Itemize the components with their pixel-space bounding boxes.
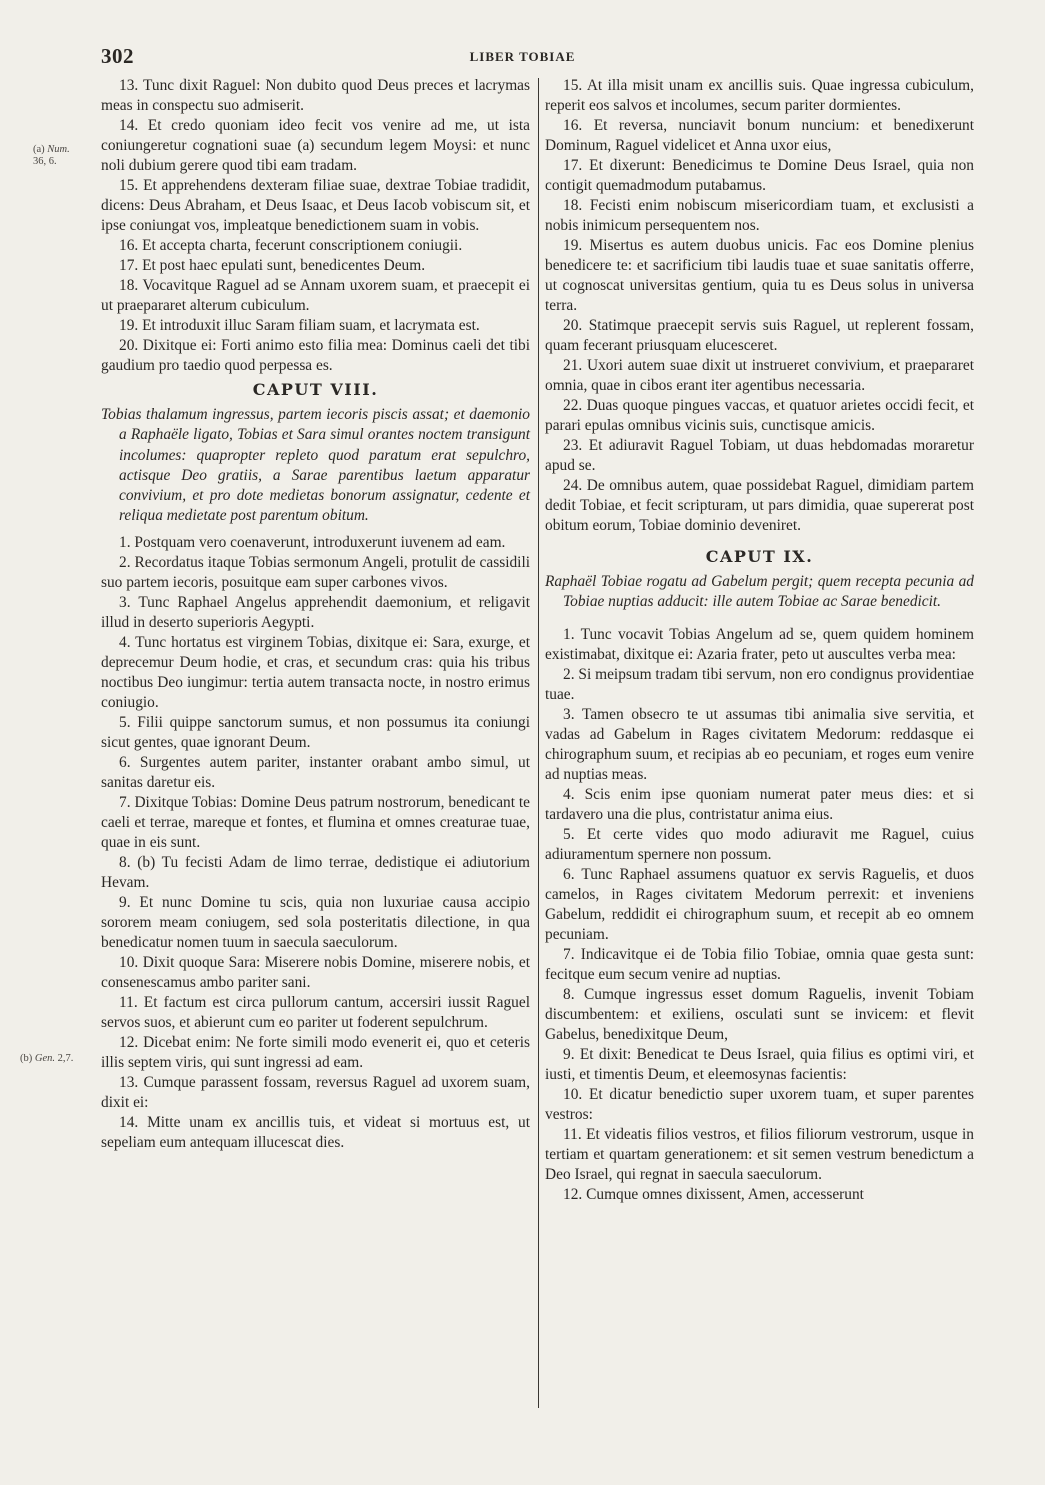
note-cite: 36, 6. (33, 156, 57, 167)
verse (545, 116, 974, 156)
verse-number: 7. (563, 945, 575, 963)
verse-number: 10. (119, 953, 139, 971)
verse-number: 2. (563, 665, 575, 683)
left-column (101, 76, 530, 1153)
verse-number: 6. (563, 865, 575, 883)
verses-ix (545, 625, 974, 1205)
verse (545, 436, 974, 476)
verse-number: 4. (119, 633, 131, 651)
verse-text: Et accepta charta, fecerunt conscriptionem coniugii. (142, 237, 463, 254)
verse-text: Et adiuravit Raguel Tobiam, ut duas hebdomadas moraretur apud se. (545, 437, 974, 474)
verse-number: 12. (119, 1033, 139, 1051)
verse-number: 12. (563, 1185, 583, 1203)
verse (101, 713, 530, 753)
verse-number: 24. (563, 477, 583, 494)
verse-text: Cumque omnes dixissent, Amen, accesserunt (586, 1185, 864, 1203)
verses-viii-left (101, 533, 530, 1153)
note-book: Num. (47, 144, 70, 155)
verse-number: 9. (563, 1045, 575, 1063)
verse (545, 196, 974, 236)
verse-number: 19. (119, 317, 139, 334)
verse (101, 953, 530, 993)
verse-number: 18. (563, 197, 583, 214)
verse (545, 985, 974, 1045)
note-ref: (b) (20, 1053, 33, 1064)
verse (545, 945, 974, 985)
verse-text: Et videatis filios vestros, et filios filiorum vestrorum, usque in tertiam et quartam generationem: et sit semen vestrum benedictum a Deo Israel, qui regnat in saecula saeculorum. (545, 1125, 974, 1183)
verse-text: Et credo quoniam ideo fecit vos venire ad me, ut ista coniungeretur cognationi suae (a) secundum legem Moysi: et nunc noli dubium gerere quod tibi eam tradam. (101, 117, 530, 174)
verse (101, 633, 530, 713)
verse-text: Et dicatur benedictio super uxorem tuam, et super parentes vestros: (545, 1085, 974, 1123)
verse (101, 1113, 530, 1153)
verse-number: 21. (563, 357, 583, 374)
verse (545, 865, 974, 945)
verse-text: (b) Tu fecisti Adam de limo terrae, dedistique ei adiutorium Hevam. (101, 853, 530, 891)
verse-number: 19. (563, 237, 583, 254)
verse (545, 705, 974, 785)
verse-number: 15. (119, 177, 139, 194)
verse-text: Vocavitque Raguel ad se Annam uxorem suam, et praecepit ei ut praepararet alterum cubiculum. (101, 277, 530, 314)
verse-number: 2. (119, 553, 131, 571)
verse-text: Statimque praecepit servis suis Raguel, ut replerent fossam, quam fecerant priusquam elucesceret. (545, 317, 974, 354)
verse-text: Et post haec epulati sunt, benedicentes Deum. (142, 257, 426, 274)
verse (101, 336, 530, 376)
column-divider (538, 78, 539, 1408)
verse (101, 1033, 530, 1073)
verse-text: Dixitque ei: Forti animo esto filia mea: Dominus caeli det tibi gaudium pro taedio quod perpessa es. (101, 337, 530, 374)
verse-text: Dicebat enim: Ne forte simili modo evenerit ei, quo et ceteris illis septem viris, qui sunt ingressi ad eam. (101, 1033, 530, 1071)
caput-viii-summary: Tobias thalamum ingressus, partem iecoris piscis assat; et daemonio a Raphaële ligato, Tobias et Sara simul orantes noctem transigunt incolumes: quapropter repleto quod paratum erat sepulchro, actisque Deo gratiis, a Sarae parentibus laetum apparatur convivium, et pro dote medietas bonorum assignatur, cedente et reliqua medietate post parentum obitum. (101, 406, 530, 525)
verse-text: Et reversa, nunciavit bonum nuncium: et benedixerunt Dominum, Raguel videlicet et Anna uxor eius, (545, 117, 974, 154)
verse-text: Tunc hortatus est virginem Tobias, dixitque ei: Sara, exurge, et deprecemur Deum hodie, et cras, et secundum cras: quia his tribus noctibus Deo iungimur: tertia autem transacta nocte, in nostro erimus coniugio. (101, 633, 530, 711)
verse (545, 785, 974, 825)
verse-number: 17. (119, 257, 139, 274)
verse-text: Duas quoque pingues vaccas, et quatuor arietes occidi fecit, et parari epulas omnibus vicinis suis, cunctisque amicis. (545, 397, 974, 434)
verse-number: 6. (119, 753, 131, 771)
verse-text: Et factum est circa pullorum cantum, accersiri iussit Raguel servos suos, et abierunt cum eo pariter ut foderent sepulchrum. (101, 993, 530, 1031)
verse (545, 1045, 974, 1085)
verse-text: Et nunc Domine tu scis, quia non luxuriae causa accipio sororem meam coniugem, sed sola posteritatis dilectione, in qua benedicatur nomen tuum in saecula saeculorum. (101, 893, 530, 951)
verse-text: Dixit quoque Sara: Miserere nobis Domine, miserere nobis, et consenescamus ambo pariter sani. (101, 953, 530, 991)
verse-number: 22. (563, 397, 583, 414)
verse-text: Tunc vocavit Tobias Angelum ad se, quem quidem hominem existimabat, dixitque ei: Azaria frater, peto ut auscultes verba mea: (545, 625, 974, 663)
verse-number: 9. (119, 893, 131, 911)
verse-number: 5. (563, 825, 575, 843)
verse (101, 753, 530, 793)
verse-number: 20. (119, 337, 139, 354)
verse (101, 116, 530, 176)
verse-text: Filii quippe sanctorum sumus, et non possumus ita coniungi sicut gentes, quae ignorant Deum. (101, 713, 530, 751)
verse (545, 1085, 974, 1125)
verse-number: 18. (119, 277, 139, 294)
verses-viii-right (545, 76, 974, 536)
verse-text: Misertus es autem duobus unicis. Fac eos Domine plenius benedicere te: et sacrificium tibi laudis tuae et suae sanitatis offerre, ut cognoscat universitas gentium, quia tu es Deus solus in universa terra. (545, 237, 974, 314)
verse-text: Cumque parassent fossam, reversus Raguel ad uxorem suam, dixit ei: (101, 1073, 530, 1111)
verse-text: Surgentes autem pariter, instanter orabant ambo simul, ut sanitas daretur eis. (101, 753, 530, 791)
verse (545, 236, 974, 316)
verse (545, 396, 974, 436)
verse (101, 893, 530, 953)
page-number: 302 (101, 44, 134, 68)
verse-number: 14. (119, 117, 139, 134)
verse-text: Indicavitque ei de Tobia filio Tobiae, omnia quae gesta sunt: fecitque eum secum venire ad nuptias. (545, 945, 974, 983)
verse (101, 793, 530, 853)
verse-number: 1. (119, 533, 131, 551)
verse-number: 8. (563, 985, 575, 1003)
verse (101, 316, 530, 336)
verse (545, 76, 974, 116)
verse (101, 276, 530, 316)
verse-number: 15. (563, 77, 583, 94)
caput-ix-summary: Raphaël Tobiae rogatu ad Gabelum pergit; quem recepta pecunia ad Tobiae nuptias adducit: ille autem Tobiae ac Sarae benedicit. (545, 573, 974, 611)
caput-viii-heading: CAPUT VIII. (252, 380, 379, 399)
verse-number: 7. (119, 793, 131, 811)
verse-number: 1. (563, 625, 575, 643)
verse (545, 1185, 974, 1205)
note-ref: (a) (33, 144, 45, 155)
verse (101, 1073, 530, 1113)
verse (545, 156, 974, 196)
verse-text: Et certe vides quo modo adiuravit me Raguel, cuius adiuramentum spernere non possum. (545, 825, 974, 863)
verse-number: 16. (563, 117, 583, 134)
verse-number: 11. (563, 1125, 582, 1143)
verse-number: 14. (119, 1113, 139, 1131)
verse-number: 17. (563, 157, 583, 174)
verse (101, 593, 530, 633)
verse-number: 3. (119, 593, 131, 611)
verse (545, 625, 974, 665)
verse-number: 13. (119, 77, 139, 94)
verse-number: 5. (119, 713, 131, 731)
verse-number: 4. (563, 785, 575, 803)
verse-number: 8. (119, 853, 131, 871)
margin-note-a (33, 144, 70, 168)
verse (101, 993, 530, 1033)
verse (101, 236, 530, 256)
caput-ix-heading: CAPUT IX. (705, 547, 814, 566)
verse (545, 665, 974, 705)
verse-text: De omnibus autem, quae possidebat Raguel, dimidiam partem dedit Tobiae, et fecit scripturam, ut pars dimidia, quae supererat post obitum eorum, Tobiae dominio deveniret. (545, 477, 974, 534)
verse-number: 20. (563, 317, 583, 334)
verse-number: 10. (563, 1085, 583, 1103)
verse-number: 11. (119, 993, 138, 1011)
verse-number: 23. (563, 437, 583, 454)
margin-note-b (20, 1053, 73, 1065)
verse-text: Tamen obsecro te ut assumas tibi animalia sive servitia, et vadas ad Gabelum in Rages civitatem Medorum: reddasque ei chirographum suum, et recipias ab eo pecuniam, et roges eum venire ad nuptias meas. (545, 705, 974, 783)
verse-text: Et dixerunt: Benedicimus te Domine Deus Israel, quia non contigit quemadmodum putabamus. (545, 157, 974, 194)
verse (101, 76, 530, 116)
verse (101, 256, 530, 276)
verse (101, 533, 530, 553)
verse-text: Cumque ingressus esset domum Raguelis, invenit Tobiam discumbentem: et exiliens, osculati sunt se invicem: et flevit Gabelus, benedixitque Deum, (545, 985, 974, 1043)
verse-number: 16. (119, 237, 139, 254)
verse-text: Dixitque Tobias: Domine Deus patrum nostrorum, benedicant te caeli et terrae, mareque et fontes, et flumina et omnes creaturae tuae, quae in eis sunt. (101, 793, 530, 851)
verse-number: 3. (563, 705, 575, 723)
verse-text: Postquam vero coenaverunt, introduxerunt iuvenem ad eam. (134, 533, 506, 551)
verse (101, 176, 530, 236)
verse (545, 476, 974, 536)
verse (545, 1125, 974, 1185)
running-title: LIBER TOBIAE (469, 49, 576, 64)
verse-text: Et dixit: Benedicat te Deus Israel, quia filius es optimi viri, et iusti, et timentis Deum, et eleemosynas facientis: (545, 1045, 974, 1083)
verse-text: Uxori autem suae dixit ut instrueret convivium, et praepararet omnia, quae in cibos erant iter agentibus necessaria. (545, 357, 974, 394)
right-column (545, 76, 974, 1205)
verse-text: Scis enim ipse quoniam numerat pater meus dies: et si tardavero una die plus, contristatur anima eius. (545, 785, 974, 823)
verse-text: Tunc Raphael assumens quatuor ex servis Raguelis, et duos camelos, in Rages civitatem Medorum perrexit: et inveniens Gabelum, reddidit ei chirographum suum, et recepit ab eo omnem pecuniam. (545, 865, 974, 943)
verse (545, 316, 974, 356)
verse-text: Tunc dixit Raguel: Non dubito quod Deus preces et lacrymas meas in conspectu suo admiserit. (101, 77, 530, 114)
verse-text: Recordatus itaque Tobias sermonum Angeli, protulit de cassidili suo partem iecoris, posuitque eam super carbones vivos. (101, 553, 530, 591)
note-book: Gen. (34, 1053, 55, 1064)
verse-text: Et introduxit illuc Saram filiam suam, et lacrymata est. (142, 317, 480, 334)
verse (545, 825, 974, 865)
verse-number: 13. (119, 1073, 139, 1091)
note-cite: 2,7. (57, 1053, 74, 1064)
verse-text: Tunc Raphael Angelus apprehendit daemonium, et religavit illud in deserto superioris Aegypti. (101, 593, 530, 631)
verse-text: Fecisti enim nobiscum misericordiam tuam, et exclusisti a nobis inimicum persequentem nos. (545, 197, 974, 234)
verse-text: Mitte unam ex ancillis tuis, et videat si mortuus est, ut sepeliam eum antequam illucescat dies. (101, 1113, 530, 1151)
verse-text: Et apprehendens dexteram filiae suae, dextrae Tobiae tradidit, dicens: Deus Abraham, et Deus Isaac, et Deus Iacob vobiscum sit, et ipse coniungat vos, impleatque benedictionem suam in vobis. (101, 177, 530, 234)
verses-vii (101, 76, 530, 376)
verse (545, 356, 974, 396)
verse-text: At illa misit unam ex ancillis suis. Quae ingressa cubiculum, reperit eos salvos et incolumes, secum pariter dormientes. (545, 77, 975, 114)
verse (101, 553, 530, 593)
verse (101, 853, 530, 893)
verse-text: Si meipsum tradam tibi servum, non ero condignus providentiae tuae. (545, 665, 974, 703)
